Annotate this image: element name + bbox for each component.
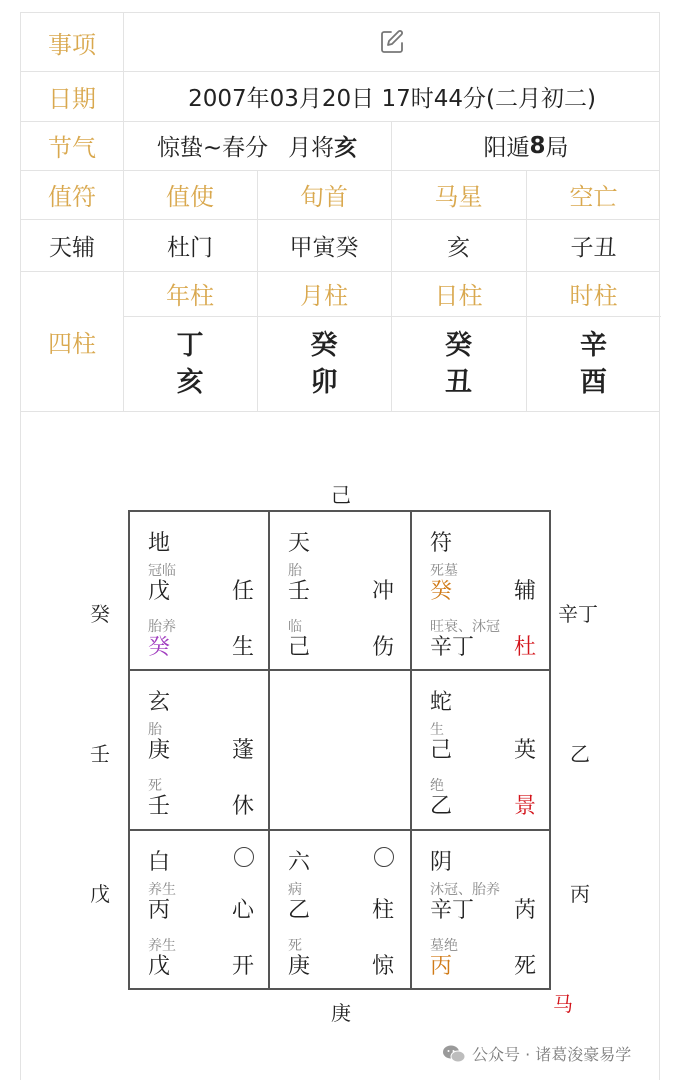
palace-southeast xyxy=(412,831,552,990)
heaven-stem: 己 xyxy=(430,738,453,763)
year-pillar-header: 年柱 xyxy=(166,282,214,310)
state-lower: 旺衰、沐冠 xyxy=(430,619,500,635)
deity: 六 xyxy=(288,850,311,875)
circle-icon xyxy=(234,847,254,867)
day-branch: 丑 xyxy=(445,366,472,398)
heaven-stem: 庚 xyxy=(148,738,171,763)
watermark-text: 公众号 · 诸葛浚豪易学 xyxy=(472,1045,632,1064)
star: 蓬 xyxy=(231,738,254,763)
outer-right-stem-top: 辛丁 xyxy=(558,602,598,626)
state-upper: 病 xyxy=(288,882,302,898)
door: 杜 xyxy=(513,635,536,660)
info-table xyxy=(20,12,660,412)
earth-stem: 辛丁 xyxy=(430,635,475,660)
heaven-stem: 壬 xyxy=(288,579,311,604)
year-branch: 亥 xyxy=(176,366,204,398)
door: 景 xyxy=(513,794,536,819)
outer-left-stem-middle: 壬 xyxy=(90,742,110,766)
hour-pillar xyxy=(526,316,661,411)
state-upper: 胎 xyxy=(288,563,302,579)
value-zhifu: 天辅 xyxy=(49,234,95,261)
deity: 白 xyxy=(148,850,171,875)
palace-south xyxy=(270,831,410,990)
door: 开 xyxy=(231,954,254,979)
star: 冲 xyxy=(371,579,394,604)
hour-branch: 酉 xyxy=(580,366,607,398)
door: 死 xyxy=(513,954,536,979)
door: 休 xyxy=(231,794,254,819)
item-label: 事项 xyxy=(48,30,96,59)
deity: 地 xyxy=(148,531,171,556)
solar-term-value xyxy=(123,121,391,170)
day-pillar xyxy=(391,316,526,411)
wechat-icon xyxy=(442,1044,466,1064)
earth-stem: 乙 xyxy=(430,794,453,819)
header-zhishi: 值使 xyxy=(166,183,214,211)
star: 任 xyxy=(231,579,254,604)
door: 伤 xyxy=(371,635,394,660)
state-lower: 死 xyxy=(148,778,162,794)
dun-number: 8 xyxy=(529,132,546,159)
heaven-stem: 癸 xyxy=(430,579,453,604)
day-pillar-header: 日柱 xyxy=(434,282,483,310)
door: 惊 xyxy=(371,954,394,979)
circle-icon xyxy=(374,847,394,867)
heaven-stem: 乙 xyxy=(288,898,311,923)
month-branch: 卯 xyxy=(310,366,338,398)
palace-southwest xyxy=(130,831,270,990)
value-zhishi: 杜门 xyxy=(167,234,213,261)
earth-stem: 壬 xyxy=(148,794,171,819)
header-maxing: 马星 xyxy=(434,183,483,211)
nine-palace-grid xyxy=(128,510,551,990)
state-upper: 沐冠、胎养 xyxy=(430,882,500,898)
state-lower: 墓绝 xyxy=(430,938,458,954)
horse-star-marker: 马 xyxy=(553,992,573,1016)
state-upper: 养生 xyxy=(148,882,176,898)
year-pillar xyxy=(123,316,257,411)
star: 心 xyxy=(231,898,254,923)
palace-east xyxy=(412,671,552,830)
hour-stem: 辛 xyxy=(580,329,607,361)
outer-right-stem-middle: 乙 xyxy=(570,742,590,766)
day-stem: 癸 xyxy=(445,329,472,361)
state-lower: 养生 xyxy=(148,938,176,954)
state-upper: 生 xyxy=(430,722,444,738)
hour-pillar-header: 时柱 xyxy=(569,282,618,310)
state-lower: 死 xyxy=(288,938,302,954)
outer-bottom-stem: 庚 xyxy=(331,1001,351,1025)
outer-left-stem-bottom: 戊 xyxy=(90,882,110,906)
date-label: 日期 xyxy=(48,84,96,113)
edit-icon[interactable] xyxy=(378,28,406,56)
value-maxing: 亥 xyxy=(447,234,470,261)
monthly-general-value: 亥 xyxy=(334,135,358,161)
state-upper: 死墓 xyxy=(430,563,458,579)
star: 辅 xyxy=(513,579,536,604)
earth-stem: 己 xyxy=(288,635,311,660)
month-pillar-header: 月柱 xyxy=(300,282,348,310)
heaven-stem: 丙 xyxy=(148,898,171,923)
state-lower: 临 xyxy=(288,619,302,635)
deity: 符 xyxy=(430,531,453,556)
palace-center xyxy=(270,671,410,830)
solar-term-label: 节气 xyxy=(48,134,96,162)
deity: 阴 xyxy=(430,850,453,875)
watermark xyxy=(442,1042,631,1065)
earth-stem: 丙 xyxy=(430,954,453,979)
solar-term-text: 惊蛰~春分 xyxy=(156,135,269,161)
deity: 玄 xyxy=(148,690,171,715)
month-pillar xyxy=(257,316,391,411)
palace-northeast xyxy=(412,512,552,671)
state-lower: 胎养 xyxy=(148,619,176,635)
outer-left-stem-top: 癸 xyxy=(90,602,110,626)
value-xunshou: 甲寅癸 xyxy=(289,234,359,261)
date-value: 2007年03月20日 17时44分(二月初二) xyxy=(188,85,596,112)
month-stem: 癸 xyxy=(310,329,338,361)
pillars-label: 四柱 xyxy=(48,329,96,358)
earth-stem: 庚 xyxy=(288,954,311,979)
value-kongwang: 子丑 xyxy=(570,234,617,261)
star: 柱 xyxy=(371,898,394,923)
heaven-stem: 辛丁 xyxy=(430,898,475,923)
year-stem: 丁 xyxy=(176,329,204,361)
palace-west xyxy=(130,671,270,830)
earth-stem: 癸 xyxy=(148,635,171,660)
dun-ju xyxy=(391,121,661,170)
state-upper: 冠临 xyxy=(148,563,176,579)
palace-northwest xyxy=(130,512,270,671)
heaven-stem: 戊 xyxy=(148,579,171,604)
outer-top-stem: 己 xyxy=(331,483,351,507)
dun-prefix: 阳遁 xyxy=(483,135,530,161)
monthly-general-prefix: 月将 xyxy=(288,135,335,161)
door: 生 xyxy=(231,635,254,660)
outer-right-stem-bottom: 丙 xyxy=(570,882,590,906)
header-kongwang: 空亡 xyxy=(569,183,618,211)
star: 英 xyxy=(513,738,536,763)
state-upper: 胎 xyxy=(148,722,162,738)
deity: 天 xyxy=(288,531,311,556)
palace-north xyxy=(270,512,410,671)
header-zhifu: 值符 xyxy=(48,183,96,211)
earth-stem: 戊 xyxy=(148,954,171,979)
item-value xyxy=(123,13,661,71)
state-lower: 绝 xyxy=(430,778,444,794)
header-xunshou: 旬首 xyxy=(300,183,348,211)
dun-suffix: 局 xyxy=(545,135,569,161)
deity: 蛇 xyxy=(430,690,453,715)
star: 芮 xyxy=(513,898,536,923)
